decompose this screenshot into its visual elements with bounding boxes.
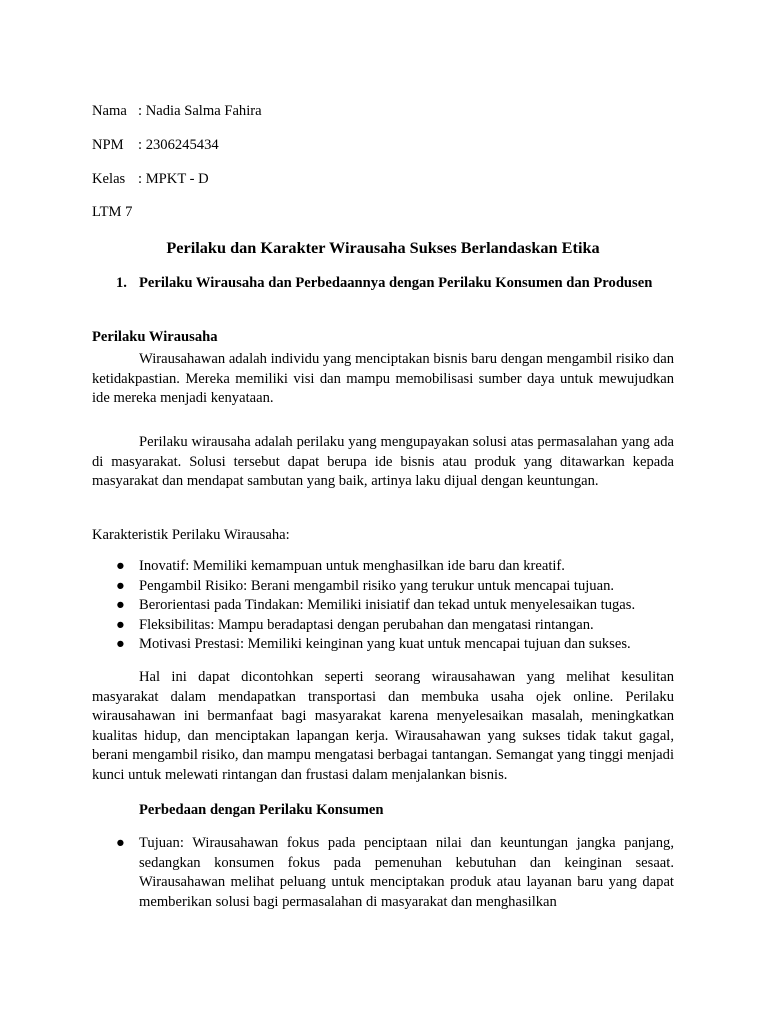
list-item: ● Motivasi Prestasi: Memiliki keinginan yang kuat untuk mencapai tujuan dan sukses.	[92, 635, 674, 655]
list-item: ● Inovatif: Memiliki kemampuan untuk menghasilkan ide baru dan kreatif.	[92, 557, 674, 577]
nama-label: Nama	[92, 103, 127, 119]
nama-row	[92, 102, 262, 120]
section-heading-text: Perilaku Wirausaha dan Perbedaannya dengan Perilaku Konsumen dan Produsen	[139, 275, 653, 291]
npm-label: NPM	[92, 137, 124, 153]
list-item: ● Fleksibilitas: Mampu beradaptasi dengan perubahan dan mengatasi rintangan.	[92, 616, 674, 636]
bullet-icon: ●	[116, 616, 125, 633]
list-item: ● Berorientasi pada Tindakan: Memiliki inisiatif dan tekad untuk menyelesaikan tugas.	[92, 596, 674, 616]
paragraph-2: Perilaku wirausaha adalah perilaku yang mengupayakan solusi atas permasalahan yang ada di masyarakat. Solusi tersebut dapat berupa ide bisnis atau produk yang ditawarkan kepada masyarakat dan mendapat sambutan yang baik, artinya laku dijual dengan keuntungan.	[92, 434, 674, 489]
bullet-icon: ●	[116, 577, 125, 594]
bullet-icon: ●	[116, 597, 125, 614]
section-number: 1.	[116, 275, 127, 291]
npm-value: : 2306245434	[138, 137, 219, 153]
subheading-perbedaan-konsumen: Perbedaan dengan Perilaku Konsumen	[139, 802, 384, 818]
karakteristik-list	[92, 557, 674, 655]
ltm-label: LTM 7	[92, 204, 133, 220]
paragraph-3: Hal ini dapat dicontohkan seperti seorang wirausahawan yang melihat kesulitan masyarakat dalam mendapatkan transportasi dan membuka usaha ojek online. Perilaku wirausahawan ini bermanfaat bagi masyarakat karena menyelesaikan masalah, meningkatkan kualitas hidup, dan menciptakan lapangan kerja. Wirausahawan yang sukses tidak takut gagal, berani mengambil risiko, dan mampu mengatasi berbagai tantangan. Semangat yang tinggi menjadi kunci untuk melewati rintangan dan frustasi dalam menjalankan bisnis.	[92, 669, 674, 783]
karakteristik-label: Karakteristik Perilaku Wirausaha:	[92, 527, 290, 543]
bullet-icon: ●	[116, 558, 125, 574]
npm-row	[92, 136, 219, 154]
paragraph-1: Wirausahawan adalah individu yang menciptakan bisnis baru dengan mengambil risiko dan ketidakpastian. Mereka memiliki visi dan mampu memobilisasi sumber daya untuk mewujudkan ide mereka menjadi kenyataan.	[92, 351, 674, 406]
document-title: Perilaku dan Karakter Wirausaha Sukses Berlandaskan Etika	[166, 238, 600, 257]
bullet-icon: ●	[116, 636, 125, 653]
kelas-value: : MPKT - D	[138, 171, 209, 187]
bullet-icon: ●	[116, 835, 125, 851]
list-item: ● Pengambil Risiko: Berani mengambil risiko yang terukur untuk mencapai tujuan.	[92, 577, 674, 597]
nama-value: : Nadia Salma Fahira	[138, 103, 262, 119]
kelas-row	[92, 170, 209, 188]
list-item: ● Tujuan: Wirausahawan fokus pada penciptaan nilai dan keuntungan jangka panjang, sedangkan konsumen fokus pada pemenuhan kebutuhan dan keinginan sesaat. Wirausahawan melihat peluang untuk menciptakan produk atau layanan baru yang dapat memberikan solusi bagi permasalahan di masyarakat dan menghasilkan	[116, 835, 674, 910]
kelas-label: Kelas	[92, 171, 126, 187]
subheading-perilaku-wirausaha: Perilaku Wirausaha	[92, 329, 218, 345]
perbedaan-list	[92, 834, 674, 912]
section-1-heading	[92, 274, 674, 294]
